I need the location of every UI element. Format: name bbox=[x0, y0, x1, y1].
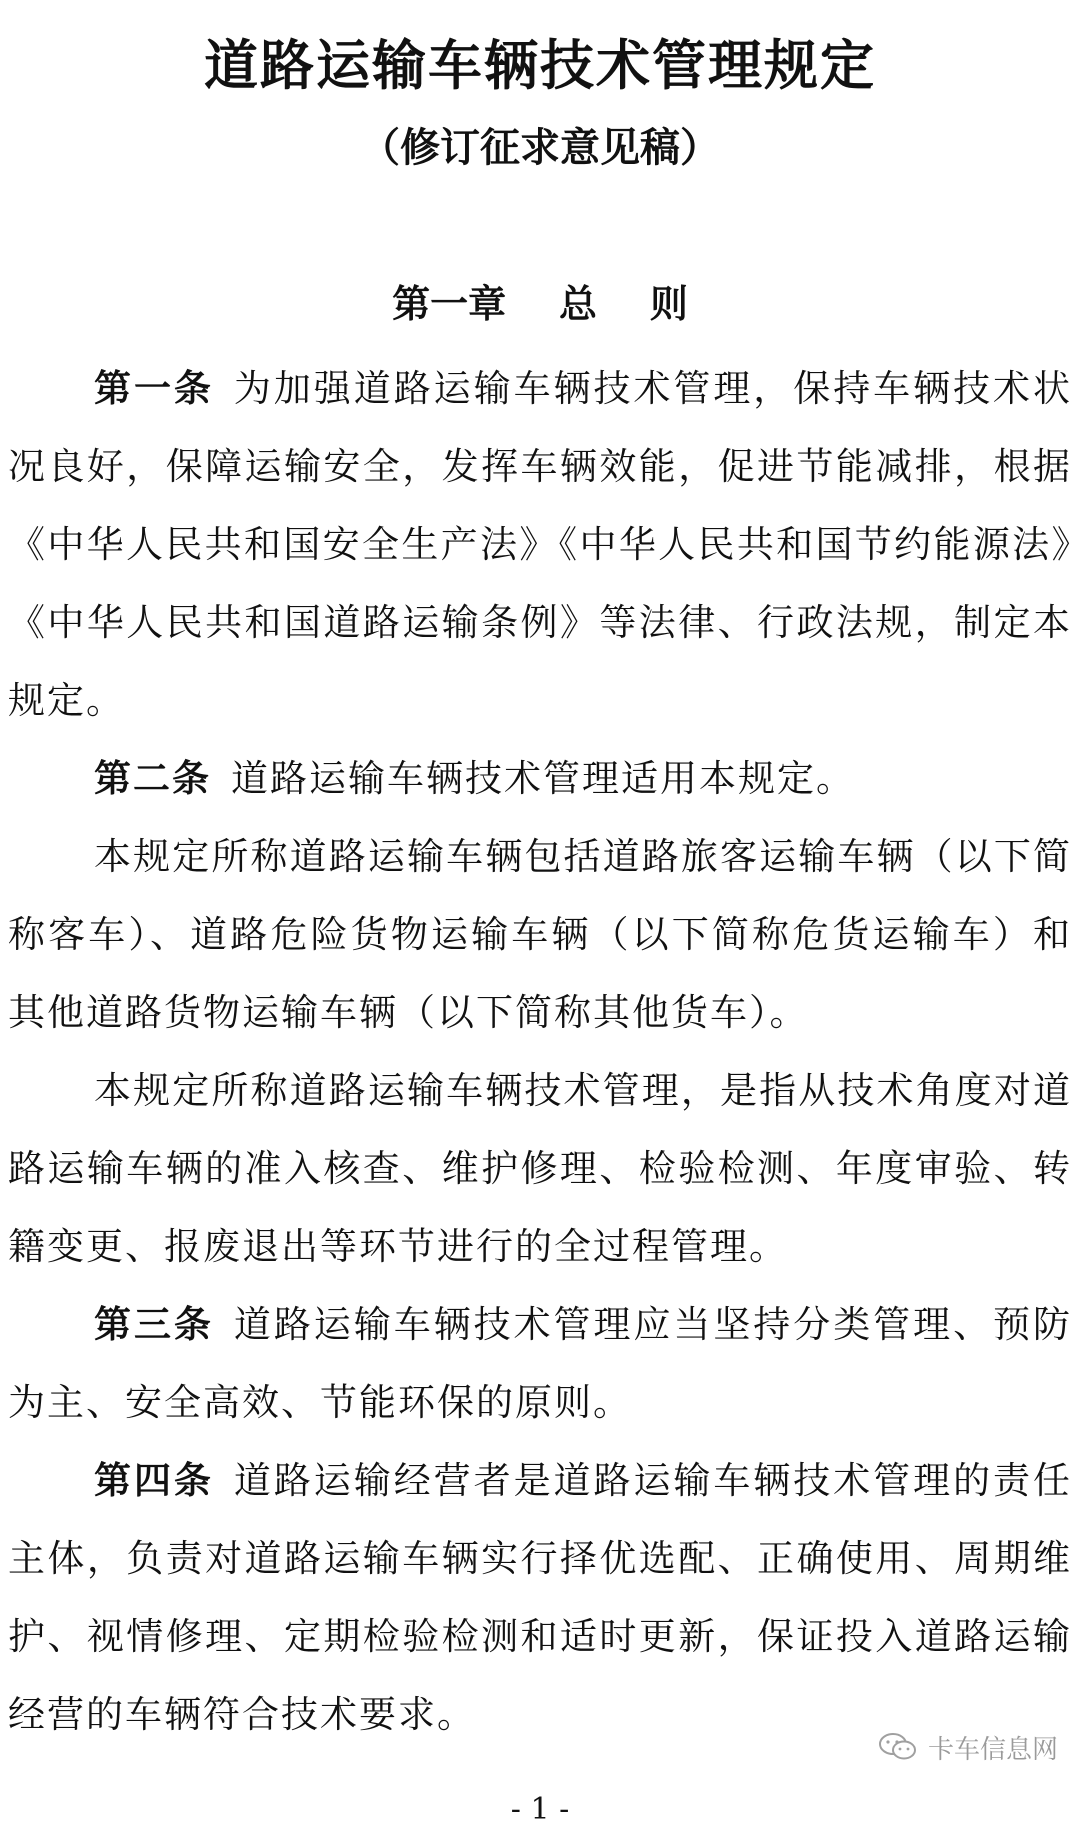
paragraph-article-1 bbox=[8, 350, 1072, 740]
document-subtitle: （修订征求意见稿） bbox=[360, 125, 720, 171]
paragraph-text: 道路运输经营者是道路运输车辆技术管理的责任主体，负责对道路运输车辆实行择优选配、正确使用、周期维护、视情修理、定期检验检测和适时更新，保证投入道路运输经营的车辆符合技术要求。 bbox=[8, 1459, 1073, 1736]
article-label: 第一条 bbox=[94, 367, 214, 410]
watermark-text: 卡车信息网 bbox=[927, 1734, 1058, 1765]
paragraph-text: 道路运输车辆技术管理应当坚持分类管理、预防为主、安全高效、节能环保的原则。 bbox=[8, 1303, 1073, 1424]
article-label: 第四条 bbox=[94, 1459, 214, 1502]
page-number: - 1 - bbox=[510, 1792, 570, 1827]
paragraph-article-2-definition bbox=[8, 1052, 1072, 1286]
article-label: 第二条 bbox=[94, 757, 211, 800]
paragraph-text: 为加强道路运输车辆技术管理，保持车辆技术状况良好，保障运输安全，发挥车辆效能，促进节能减排，根据《中华人民共和国安全生产法》《中华人民共和国节约能源法》《中华人民共和国道路运输条例》等法律、行政法规，制定本规定。 bbox=[8, 367, 1073, 722]
paragraph-text: 道路运输车辆技术管理适用本规定。 bbox=[231, 757, 855, 800]
document-title: 道路运输车辆技术管理规定 bbox=[204, 34, 876, 97]
document-body bbox=[8, 350, 1072, 1754]
paragraph-text: 本规定所称道路运输车辆包括道路旅客运输车辆（以下简称客车）、道路危险货物运输车辆（以下简称危货运输车）和其他道路货物运输车辆（以下简称其他货车）。 bbox=[8, 835, 1072, 1034]
chapter-heading: 第一章 总 则 bbox=[392, 282, 688, 326]
paragraph-article-2 bbox=[8, 740, 1072, 818]
paragraph-text: 本规定所称道路运输车辆技术管理，是指从技术角度对道路运输车辆的准入核查、维护修理、检验检测、年度审验、转籍变更、报废退出等环节进行的全过程管理。 bbox=[8, 1069, 1072, 1268]
paragraph-article-3 bbox=[8, 1286, 1072, 1442]
wechat-icon bbox=[878, 1731, 918, 1763]
paragraph-article-2-scope bbox=[8, 818, 1072, 1052]
article-label: 第三条 bbox=[94, 1303, 214, 1346]
watermark bbox=[878, 1727, 1058, 1767]
paragraph-article-4 bbox=[8, 1442, 1072, 1754]
